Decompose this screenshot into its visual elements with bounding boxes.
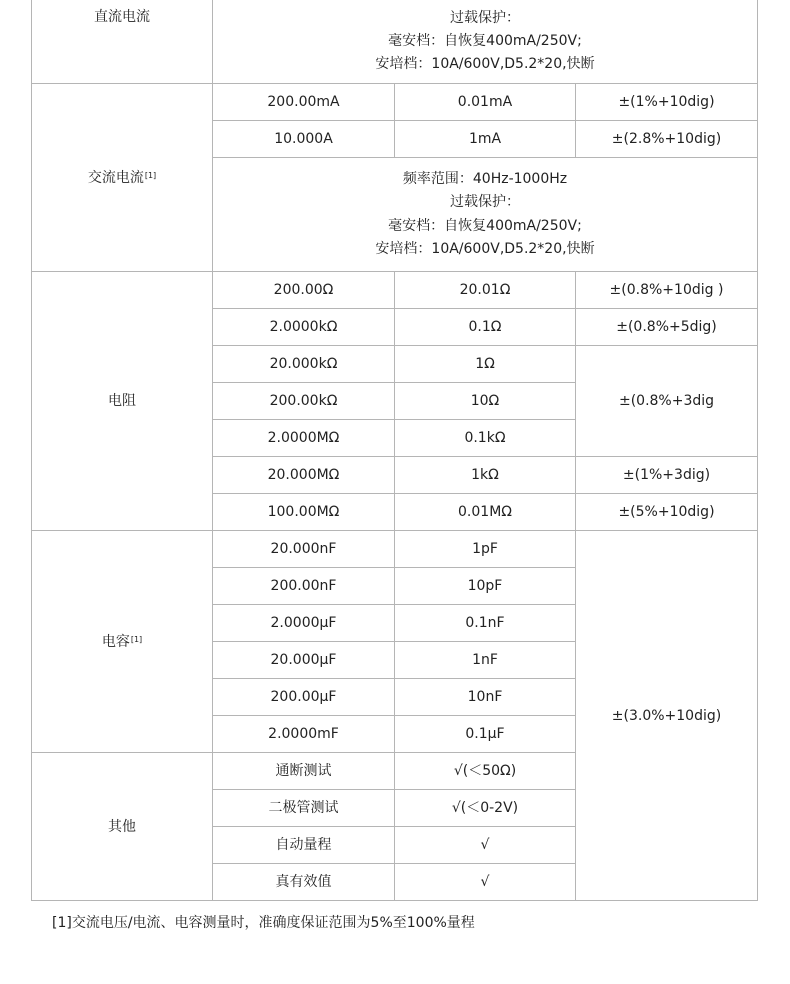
dc-note-line: 安培档：10A/600V,D5.2*20,快断 (375, 56, 595, 73)
ac-note-line: 过载保护： (450, 194, 520, 211)
resolution-cell: 0.1kΩ (395, 420, 576, 457)
resolution-cell: 10Ω (395, 383, 576, 420)
resolution-cell: 1kΩ (395, 457, 576, 494)
spec-table (31, 0, 758, 901)
ac-current-note (213, 158, 758, 272)
capacitance-label-text: 电容 (101, 633, 130, 650)
range-cell: 2.0000MΩ (213, 420, 395, 457)
resolution-cell: 10nF (395, 679, 576, 716)
accuracy-cell: ±(0.8%+3dig (576, 346, 758, 457)
feature-value-cell: √ (395, 827, 576, 864)
resolution-cell: 1Ω (395, 346, 576, 383)
resolution-cell: 0.01MΩ (395, 494, 576, 531)
range-cell: 20.000μF (213, 642, 395, 679)
feature-name-cell: 二极管测试 (213, 790, 395, 827)
resolution-cell: 1pF (395, 531, 576, 568)
feature-value-cell: √ (395, 864, 576, 901)
range-cell: 2.0000mF (213, 716, 395, 753)
accuracy-cell: ±(1%+10dig) (576, 84, 758, 121)
resolution-cell: 10pF (395, 568, 576, 605)
resolution-cell: 1nF (395, 642, 576, 679)
range-cell: 20.000kΩ (213, 346, 395, 383)
accuracy-cell: ±(0.8%+10dig ) (576, 272, 758, 309)
resolution-cell: 0.01mA (395, 84, 576, 121)
range-cell: 200.00μF (213, 679, 395, 716)
range-cell: 100.00MΩ (213, 494, 395, 531)
ac-current-label-text: 交流电流 (87, 169, 144, 186)
range-cell: 20.000nF (213, 531, 395, 568)
range-cell: 2.0000kΩ (213, 309, 395, 346)
dc-current-row (32, 0, 758, 84)
ac-note-line: 频率范围：40Hz-1000Hz (402, 170, 568, 187)
other-label: 其他 (32, 753, 213, 901)
resolution-cell: 1mA (395, 121, 576, 158)
accuracy-cell: ±(1%+3dig) (576, 457, 758, 494)
accuracy-cell: ±(5%+10dig) (576, 494, 758, 531)
dc-current-note (213, 0, 758, 84)
resolution-cell: 0.1Ω (395, 309, 576, 346)
dc-current-label: 直流电流 (32, 0, 213, 84)
range-cell: 2.0000μF (213, 605, 395, 642)
feature-name-cell: 通断测试 (213, 753, 395, 790)
table-row (32, 531, 758, 568)
footnote-ref: [1] (130, 634, 143, 644)
ac-note-line: 毫安档：自恢复400mA/250V; (388, 217, 582, 234)
range-cell: 10.000A (213, 121, 395, 158)
feature-name-cell: 真有效值 (213, 864, 395, 901)
feature-value-cell: √(＜0-2V) (395, 790, 576, 827)
dc-note-line: 毫安档：自恢复400mA/250V; (388, 32, 582, 49)
range-cell: 200.00mA (213, 84, 395, 121)
range-cell: 200.00Ω (213, 272, 395, 309)
feature-name-cell: 自动量程 (213, 827, 395, 864)
accuracy-cell: ±(2.8%+10dig) (576, 121, 758, 158)
table-row (32, 84, 758, 121)
capacitance-label (32, 531, 213, 753)
resistance-label: 电阻 (32, 272, 213, 531)
resolution-cell: 20.01Ω (395, 272, 576, 309)
range-cell: 200.00kΩ (213, 383, 395, 420)
ac-note-line: 安培档：10A/600V,D5.2*20,快断 (375, 240, 595, 257)
table-row (32, 272, 758, 309)
footnote-ref: [1] (144, 170, 157, 180)
resolution-cell: 0.1μF (395, 716, 576, 753)
feature-value-cell: √(＜50Ω) (395, 753, 576, 790)
accuracy-cell: ±(0.8%+5dig) (576, 309, 758, 346)
resolution-cell: 0.1nF (395, 605, 576, 642)
range-cell: 200.00nF (213, 568, 395, 605)
dc-note-line: 过载保护： (450, 9, 520, 26)
range-cell: 20.000MΩ (213, 457, 395, 494)
accuracy-cell: ±(3.0%+10dig) (576, 531, 758, 901)
footnote: [1]交流电压/电流、电容测量时，准确度保证范围为5%至100%量程 (52, 915, 475, 931)
ac-current-label (32, 84, 213, 272)
